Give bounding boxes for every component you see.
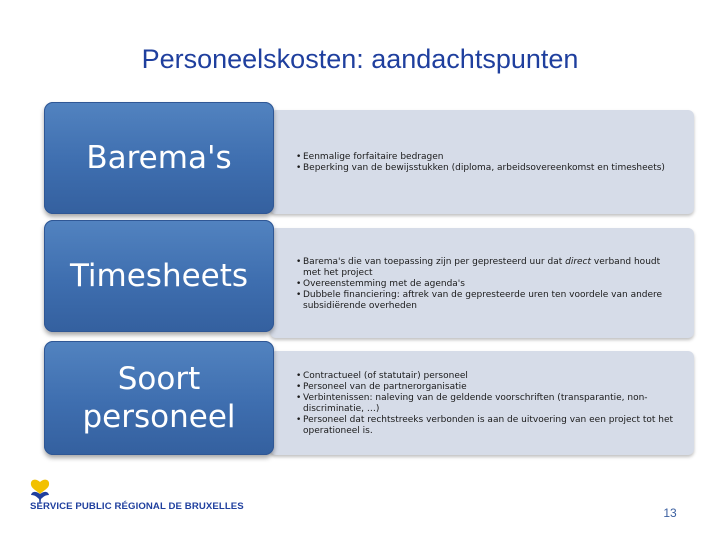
bullet-item: • Personeel dat rechtstreeks verbonden is aan de uitvoering van een project tot het operationeel is. xyxy=(296,415,680,437)
row-soort-personeel xyxy=(44,341,694,455)
content-box-timesheets xyxy=(270,228,694,338)
content-box-barema xyxy=(270,110,694,214)
organization-name: SERVICE PUBLIC RÉGIONAL DE BRUXELLES xyxy=(30,501,244,512)
bullet-item: • Dubbele financiering: aftrek van de gepresteerde uren ten voordele van andere subsidiërende overheden xyxy=(296,290,680,312)
bullet-item: • Eenmalige forfaitaire bedragen xyxy=(296,152,680,163)
bullet-item: • Personeel van de partnerorganisatie xyxy=(296,382,680,393)
bullet-list-soort-personeel xyxy=(296,371,680,437)
bullet-item: • Overeenstemming met de agenda's xyxy=(296,279,680,290)
category-label-line: Soort xyxy=(117,360,201,397)
row-barema xyxy=(44,102,694,214)
bullet-item: • Verbintenissen: naleving van de geldende voorschriften (transparantie, non-discriminatie, …) xyxy=(296,393,680,415)
category-label: Timesheets xyxy=(69,257,249,294)
slide-title: Personeelskosten: aandachtspunten xyxy=(141,44,579,74)
category-tile-barema xyxy=(44,102,274,214)
bullet-text: verband houdt met het project xyxy=(303,256,661,278)
bullet-text: Barema's die van toepassing zijn per gepresteerd uur dat xyxy=(303,256,566,267)
content-box-soort-personeel xyxy=(270,351,694,455)
row-timesheets xyxy=(44,220,694,332)
category-label: Barema's xyxy=(86,139,232,176)
bullet-list-barema xyxy=(296,152,680,174)
category-label-line: personeel xyxy=(82,399,236,435)
bullet-item: • Contractueel (of statutair) personeel xyxy=(296,371,680,382)
category-tile-soort-personeel xyxy=(44,341,274,455)
category-label xyxy=(82,360,235,436)
organization-logo xyxy=(27,478,257,518)
bullet-item xyxy=(296,257,680,279)
page-number: 13 xyxy=(663,506,677,520)
emphasis-text: direct xyxy=(565,256,592,267)
category-tile-timesheets xyxy=(44,220,274,332)
bullet-item: • Beperking van de bewijsstukken (diploma, arbeidsovereenkomst en timesheets) xyxy=(296,163,680,174)
bullet-list-timesheets xyxy=(296,257,680,312)
